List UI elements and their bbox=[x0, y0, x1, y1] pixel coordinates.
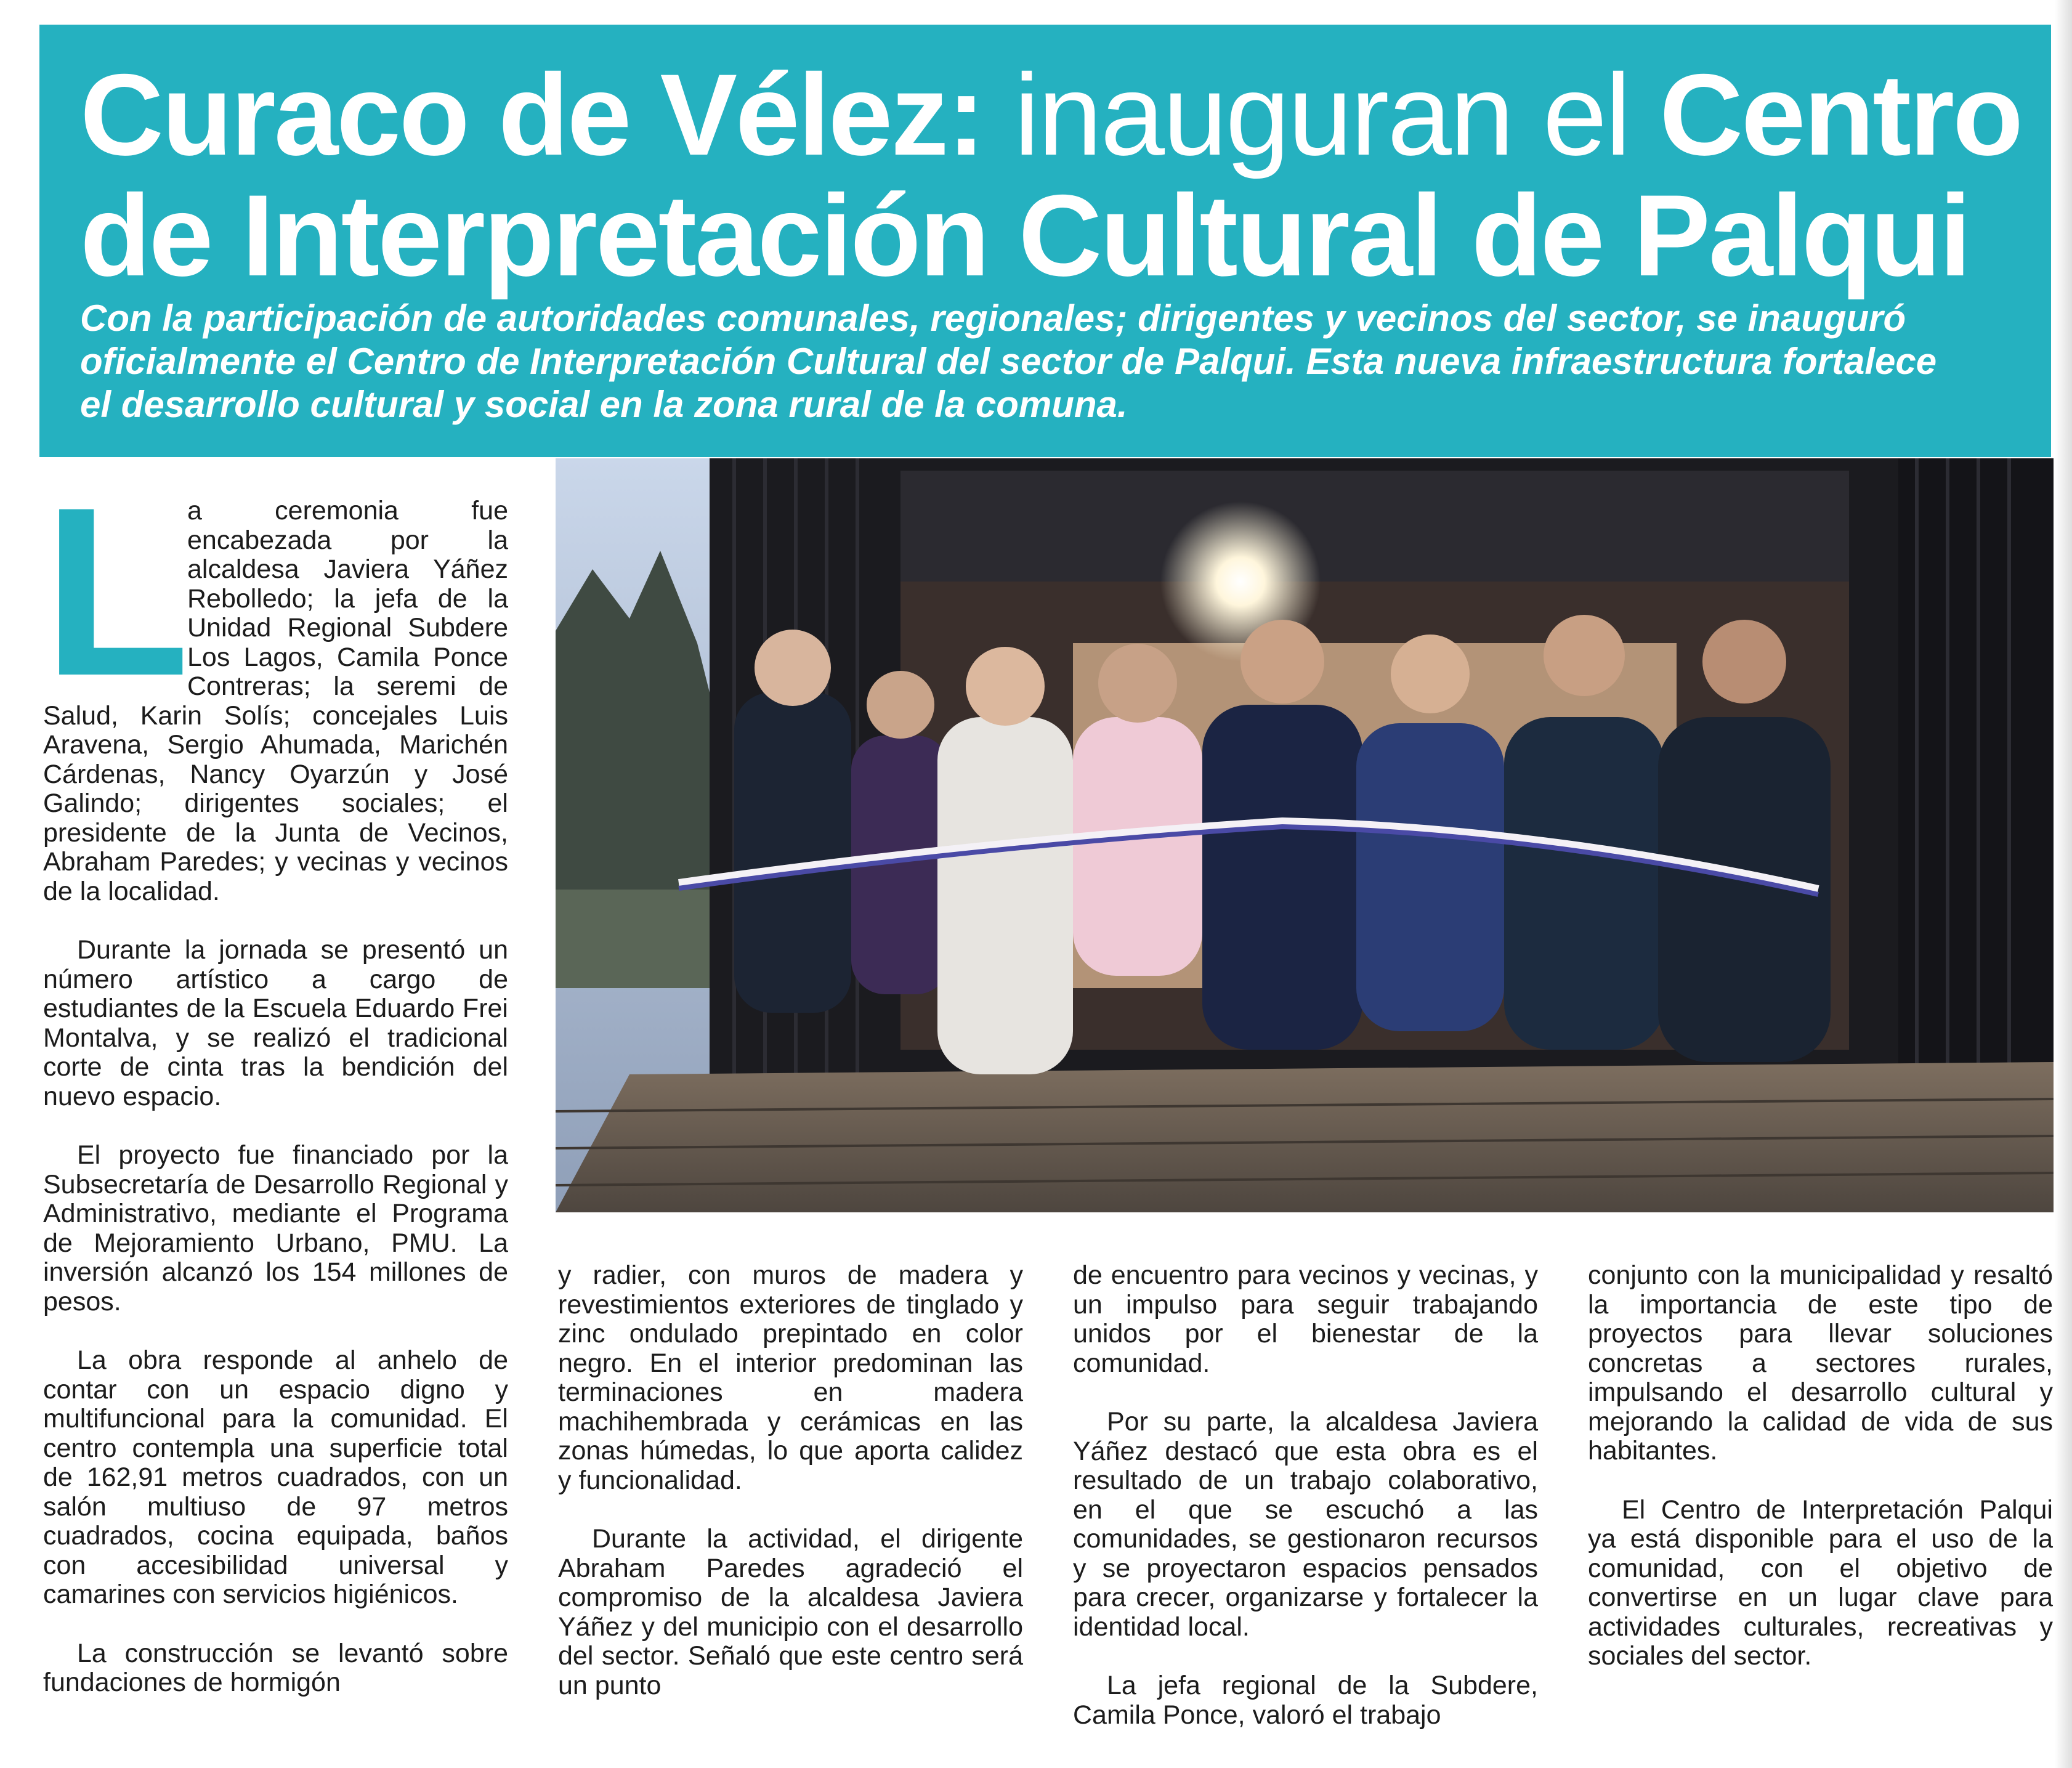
article-column-3 bbox=[1073, 1261, 1538, 1730]
paragraph-5-start: La construcción se levantó sobre fundaciones de hormigón bbox=[43, 1638, 508, 1697]
article-lead: Con la participación de autoridades comunales, regionales; dirigentes y vecinos del sector, se inauguró oficialmente el Centro de Interpretación Cultural del sector de Palqui. Esta nueva infraestructura fortalece el desarrollo cultural y social en la zona rural de la comuna. bbox=[80, 298, 1937, 425]
headline-verb: inauguran el bbox=[983, 50, 1660, 179]
article-column-4 bbox=[1588, 1261, 2053, 1671]
paragraph-5-continued: y radier, con muros de madera y revestimientos exteriores de tinglado y zinc ondulado prepintado en color negro. En el interior predominan las terminaciones en madera machihembrada y cerámicas en las zonas húmedas, lo que aporta calidez y funcionalidad. bbox=[558, 1260, 1023, 1495]
page-gutter-shadow bbox=[2055, 0, 2072, 1768]
paragraph-1: a ceremonia fue encabezada por la alcaldesa Javiera Yáñez Rebolledo; la jefa de la Unidad Regional Subdere Los Lagos, Camila Ponce Contreras; la seremi de Salud, Karin Solís; concejales Luis Aravena, Sergio Ahumada, Marichén Cárdenas, Nancy Oyarzún y José Galindo; dirigentes sociales; el presidente de la Junta de Vecinos, Abraham Paredes; y vecinas y vecinos de la localidad. bbox=[43, 496, 508, 906]
paragraph-6-start: Durante la actividad, el dirigente Abraham Paredes agradeció el compromiso de la alcaldesa Javiera Yáñez y del municipio con el desarrollo del sector. Señaló que este centro será un punto bbox=[558, 1524, 1023, 1700]
article-column-2 bbox=[558, 1261, 1023, 1700]
paragraph-2: Durante la jornada se presentó un número artístico a cargo de estudiantes de la Escuela Eduardo Frei Montalva, y se realizó el tradicional corte de cinta tras la bendición del nuevo espacio. bbox=[43, 935, 508, 1111]
article-column-1 bbox=[43, 457, 508, 1698]
drop-cap: L bbox=[43, 457, 190, 726]
paragraph-3: El proyecto fue financiado por la Subsecretaría de Desarrollo Regional y Administrativo, mediante el Programa de Mejoramiento Urbano, PMU. La inversión alcanzó los 154 millones de pesos. bbox=[43, 1140, 508, 1316]
ribbon-cutting-photo bbox=[556, 458, 2054, 1212]
paragraph-7: Por su parte, la alcaldesa Javiera Yáñez destacó que esta obra es el resultado de un trabajo colaborativo, en el que se escuchó a las comunidades, se gestionaron recursos y se proyectaron espacios pensados para crecer, organizarse y fortalecer la identidad local. bbox=[1073, 1407, 1538, 1642]
headline-place: Curaco de Vélez: bbox=[80, 50, 984, 179]
paragraph-8-continued: conjunto con la municipalidad y resaltó la importancia de este tipo de proyectos para llevar soluciones concretas a sectores rurales, impulsando el desarrollo cultural y mejorando la calidad de vida de sus habitantes. bbox=[1588, 1260, 2053, 1466]
paragraph-4: La obra responde al anhelo de contar con un espacio digno y multifuncional para la comunidad. El centro contempla una superficie total de 162,91 metros cuadrados, con un salón multiuso de 97 metros cuadrados, cocina equipada, baños con accesibilidad universal y camarines con servicios higiénicos. bbox=[43, 1345, 508, 1609]
paragraph-9: El Centro de Interpretación Palqui ya está disponible para el uso de la comunidad, con el objetivo de convertirse en un lugar clave para actividades culturales, recreativas y sociales del sector. bbox=[1588, 1494, 2053, 1671]
paragraph-8-start: La jefa regional de la Subdere, Camila Ponce, valoró el trabajo bbox=[1073, 1671, 1538, 1730]
headline-subject: Centro de Interpretación Cultural de Palqui bbox=[80, 50, 2022, 300]
paragraph-6-continued: de encuentro para vecinos y vecinas, y un impulso para seguir trabajando unidos por el bienestar de la comunidad. bbox=[1073, 1260, 1538, 1378]
article-headline bbox=[80, 50, 2039, 300]
